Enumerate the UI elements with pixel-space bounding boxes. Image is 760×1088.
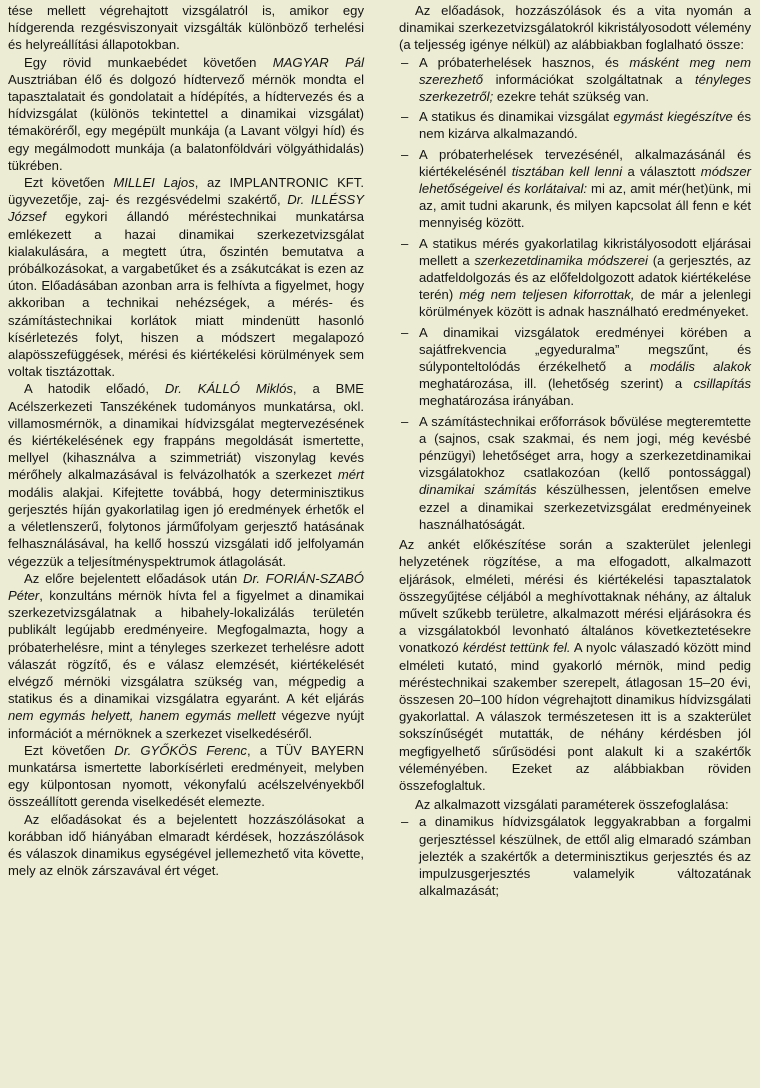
text-run: A hatodik előadó, bbox=[24, 381, 165, 397]
summary-item bbox=[399, 146, 751, 232]
text-run: Ezt követően bbox=[24, 175, 114, 191]
text-run: , a TÜV BAYERN munkatársa ismertette laborkísérleti eredményeit, melyben egy külpontosan nyomott, vékonyfalú acélszelvényekből összeállított gerenda viselkedését elemezte. bbox=[8, 742, 364, 810]
text-run: A számítástechnikai erőforrások bővülése megteremtette a (sajnos, csak szakmai, és nem jogi, még kevésbé pénzügyi) lehetőséget arra, hogy a szerkezetdinamikai vizsgálatokhoz csatlakozóan (kellő pontossággal) bbox=[419, 413, 751, 481]
emphasis-text: MILLEI Lajos bbox=[113, 175, 195, 191]
emphasis-text: nem egymás helyett, hanem egymás mellett bbox=[8, 708, 276, 724]
left-column bbox=[8, 2, 364, 879]
emphasis-text: Dr. ILLÉSSY József bbox=[8, 192, 364, 225]
summary-intro bbox=[399, 2, 751, 54]
text-run: Ausztriában élő és dolgozó hídtervező mérnök mondta el tapasztalatait és gondolatait a hídépítés, a hídtervezés és a hídvizsgálat (különös tekintettel a dinamikai vizsgálat) témaköréről, egy megépült munkája (a Lavant völgyi híd) és egy megálmodott munkája (a balatonföldvári völgyáthidalás) tükrében. bbox=[8, 71, 364, 173]
text-run: (a gerjesztés, az adatfeldolgozás és az előfeldolgozott adatok kiértékelése terén) bbox=[419, 252, 751, 303]
text-run: Az ankét előkészítése során a szakterület jelenlegi helyzetének rögzítése, a ma elfogadott, alkalmazott eljárások, elméleti, mérési és kiértékelési tapasztalatok összegyűjtése céljából a meghívottaknak néhány, az általuk művelt szűkebb területre, alkalmazott mérési eljárásokra és a vizsgálatokból levonható általános következtetésekre vonatkozó bbox=[399, 537, 751, 656]
text-run: Az alkalmazott vizsgálati paraméterek összefoglalása: bbox=[415, 797, 729, 813]
parameters-intro bbox=[399, 796, 751, 813]
emphasis-text: tényleges szerkezetről; bbox=[419, 71, 751, 105]
text-run: tése mellett végrehajtott vizsgálatról is, amikor egy hídgerenda rezgésviszonyait vizsgálták különböző terhelési és helyreállítási állapotokban. bbox=[8, 3, 364, 53]
text-run: Az előre bejelentett előadások után bbox=[24, 570, 243, 586]
paragraph-millei bbox=[8, 174, 364, 380]
paragraph-magyar bbox=[8, 54, 364, 174]
text-run: ezekre tehát szükség van. bbox=[493, 89, 649, 105]
emphasis-text: egymást kiegészítve bbox=[613, 109, 733, 125]
text-run: A statikus mérés gyakorlatilag kikristályosodott eljárásai mellett a bbox=[419, 235, 751, 268]
summary-item bbox=[399, 235, 751, 321]
text-run: meghatározása, ill. (lehetőség szerint) a bbox=[419, 376, 694, 392]
text-run: egykori állandó méréstechnikai munkatársa emlékezett a hazai dinamikai szerkezetvizsgálat kialakulására, a megtett útra, őszintén bemutatva a próbálkozásokat, a vargabetűket és a zsákutcákat is ezen az úton. Előadásában azonban arra is felhívta a figyelmet, hogy akkoriban a technikai nehézségek, a mérés- és számítástechnikai korlátok miatt mindenütt hasonló kísérletezés folyt, hiszen a módszert megalapozó alapösszefüggések, mérési és kiértékelési körülmények sem voltak tisztázottak. bbox=[8, 209, 364, 380]
parameters-list bbox=[399, 813, 751, 899]
summary-item bbox=[399, 54, 751, 106]
emphasis-text: kérdést tettünk fel. bbox=[462, 640, 571, 656]
emphasis-text: Dr. KÁLLÓ Miklós bbox=[164, 381, 293, 397]
emphasis-text: mért bbox=[337, 467, 364, 483]
emphasis-text: MAGYAR Pál bbox=[272, 54, 364, 70]
emphasis-text: dinamikai számítás bbox=[419, 482, 537, 498]
paragraph-gyokos bbox=[8, 742, 364, 811]
anket-paragraph bbox=[399, 536, 751, 794]
paragraph-vita bbox=[8, 811, 364, 880]
text-run: a dinamikus hídvizsgálatok leggyakrabban a forgalmi gerjesztéssel készülnek, de ettől alig elmaradó számban jelezték a szakértők a determinisztikus gerjesztés és az impulzusgerjesztés valamelyik változatának alkalmazását; bbox=[419, 814, 751, 899]
text-run: modális alakjai. Kifejtette továbbá, hogy determinisztikus gerjesztés híján gyakorlatilag igen jó eredmények érhetők el a véletlenszerű, folytonos járműfolyam gerjesztő hatásának felhasználásával, ha kellő hosszú vizsgálati idő jelfolyamán végezzük a teljesítményspektrumok átlagolását. bbox=[8, 484, 364, 569]
summary-item bbox=[399, 413, 751, 533]
text-run: információkat szolgáltatnak a bbox=[483, 71, 695, 87]
text-run: A próbaterhelések tervezésénél, alkalmazásánál és kiértékelésénél bbox=[419, 146, 751, 179]
emphasis-text: másként meg nem szerezhető bbox=[419, 54, 751, 87]
text-run: , az IMPLANTRONIC KFT. ügyvezetője, zaj- és rezgésvédelmi szakértő, bbox=[8, 175, 364, 208]
text-run: mi az, amit mér(het)ünk, mi az, amit tudni akarunk, és milyen kapcsolat áll fenn e két mennyiség között. bbox=[419, 181, 751, 231]
emphasis-text: szerkezetdinamika módszerei bbox=[474, 252, 648, 268]
text-run: készülhessen, jelentősen emelve ezzel a dinamikai szerkezetvizsgálat eredményeinek használhatóságát. bbox=[419, 482, 751, 532]
right-column bbox=[399, 2, 751, 902]
text-run: Az előadásokat és a bejelentett hozzászólásokat a korábban idő hiányában elmaradt kérdések, hozzászólások és válaszok dinamikus egységével jellemezhető vita követte, mely az elnök zárszavával ért véget. bbox=[8, 811, 364, 879]
summary-list bbox=[399, 54, 751, 533]
emphasis-text: módszer lehetőségeivel és korlátaival: bbox=[419, 163, 751, 197]
summary-item bbox=[399, 324, 751, 410]
text-run: Egy rövid munkaebédet követően bbox=[24, 54, 273, 70]
text-run: Ezt követően bbox=[24, 742, 115, 758]
emphasis-text: Dr. GYŐKÖS Ferenc bbox=[114, 742, 247, 758]
text-run: végezve nyújt információt a mérnöknek a szerkezet viselkedéséről. bbox=[8, 708, 364, 741]
paragraph-kallo bbox=[8, 380, 364, 569]
text-run: de már a jelenlegi körülmények között is adnak használható eredményeket. bbox=[419, 287, 752, 320]
text-run: A statikus és dinamikai vizsgálat bbox=[419, 109, 614, 125]
text-run: A nyolc válaszadó között mind elméleti kutató, mind gyakorló mérnök, mind pedig méréstechnikai szakember szerepelt, átlagosan 15–20 évi, összesen 20–100 hídon végrehajtott dinamikus hídvizsgálati gyakorlattal. A válaszok természetesen itt is a szakterület sokszínűségét mutatták, de néhány kérdésben jól megfigyelhető sűrűsödési pont alakult ki a szakértők véleményében. Ezeket az alábbiakban röviden összefoglaltuk. bbox=[399, 640, 751, 793]
text-run: és nem kizárva alkalmazandó. bbox=[419, 109, 752, 142]
emphasis-text: modális alakok bbox=[649, 359, 751, 375]
emphasis-text: csillapítás bbox=[693, 376, 751, 392]
text-run: A dinamikai vizsgálatok eredményei körében a sajátfrekvencia „egyeduralma” megszűnt, és súlyponteltolódás érzékelhető a bbox=[419, 324, 751, 375]
emphasis-text: Dr. FORIÁN-SZABÓ Péter bbox=[8, 570, 364, 603]
text-run: , konzultáns mérnök hívta fel a figyelmet a dinamikai szerkezetvizsgálatnak a hibahely-lokalizálás területén publikált legújabb eredményeire. Megfogalmazta, hogy a próbaterhelésre, mint a tényleges szerkezet terhelésre adott válaszát rögzítő, és e válasz elemzését, kiértékelését elvégző mérnöki vizsgálatra szükség van, mégpedig a statikus és a dinamikai vizsgálatra egyaránt. A két eljárás bbox=[8, 587, 364, 707]
text-run: Az előadások, hozzászólások és a vita nyomán a dinamikai szerkezetvizsgálatokról kikristályosodott vélemény (a teljesség igénye nélkül) az alábbiakban foglalható össze: bbox=[399, 3, 751, 53]
text-run: , a BME Acélszerkezeti Tanszékének tudományos munkatársa, okl. villamosmérnök, a dinamikai hídvizsgálat megtervezésének és kiértékelésének egy frappáns megoldását ismertette, mellyel (kihasználva a szimmetriát) viszonylag kevés mérőhely alkalmazásával is felvázolhatók a szerkezet bbox=[8, 381, 364, 483]
text-run: A próbaterhelések hasznos, és bbox=[419, 54, 630, 70]
emphasis-text: tisztában kell lenni bbox=[511, 163, 623, 179]
text-run: a választott bbox=[622, 163, 701, 179]
summary-item bbox=[399, 108, 751, 142]
emphasis-text: még nem teljesen kiforrottak, bbox=[459, 287, 635, 303]
paragraph-1 bbox=[8, 2, 364, 54]
parameter-item bbox=[399, 813, 751, 899]
paragraph-forian-szabo bbox=[8, 570, 364, 742]
text-run: meghatározása irányában. bbox=[419, 393, 575, 409]
